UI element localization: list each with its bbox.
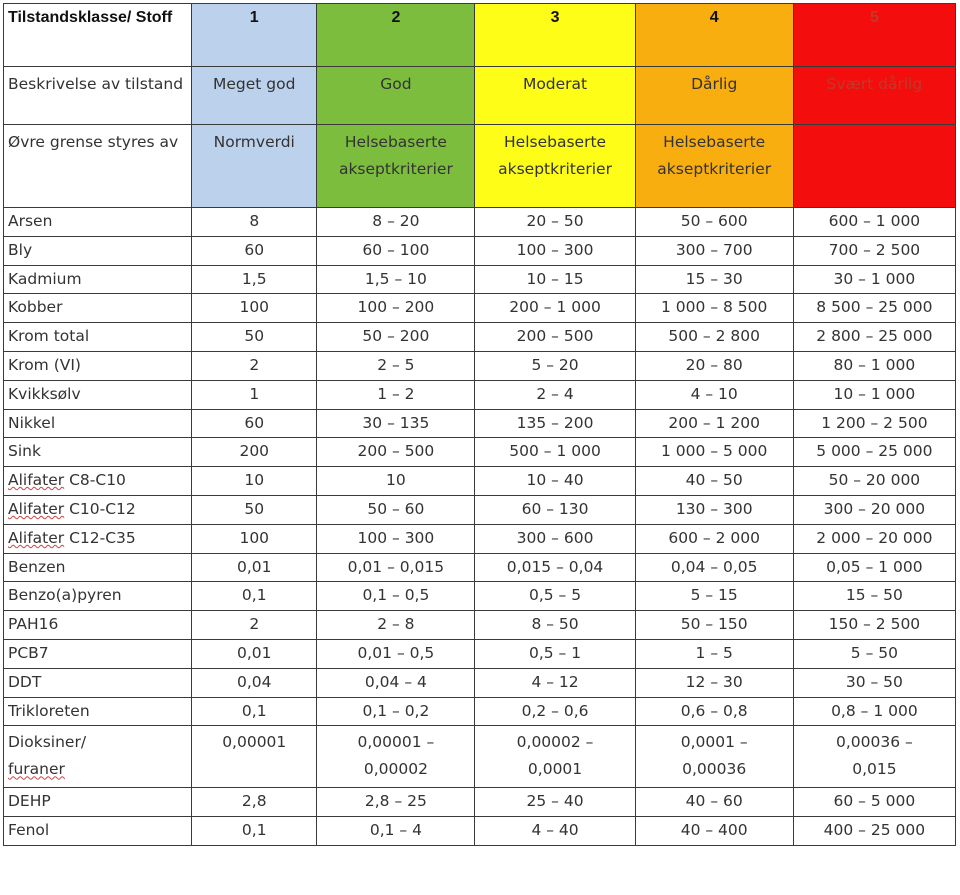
class-2-value: 0,04 – 4 [317,668,475,697]
substance-name-line2: furaner [8,760,65,779]
class-1-value: 8 [192,208,317,237]
class-1-value: 60 [192,236,317,265]
class-5-value: 2 000 – 20 000 [793,524,955,553]
class-4-value: 40 – 50 [635,467,793,496]
class-2-value: 0,01 – 0,5 [317,639,475,668]
table-row [4,495,956,524]
substance-name: Nikkel [4,409,192,438]
substance-name: Arsen [4,208,192,237]
class-1-value: 10 [192,467,317,496]
table-row [4,208,956,237]
class-2-value: 8 – 20 [317,208,475,237]
substance-name: Bly [4,236,192,265]
class-3-value [475,726,635,788]
class-1-value: 0,01 [192,639,317,668]
substance-name: Kadmium [4,265,192,294]
class-3-value: 500 – 1 000 [475,438,635,467]
class-4-value: 1 000 – 8 500 [635,294,793,323]
class-1-value: 1 [192,380,317,409]
description-class-5-text: Svært dårlig [826,75,923,93]
substance-name: Krom total [4,323,192,352]
class-3-value: 200 – 500 [475,323,635,352]
description-class-1: Meget god [192,67,317,125]
class-2-value: 0,1 – 0,5 [317,582,475,611]
class-5-value: 150 – 2 500 [793,611,955,640]
class-1-value: 0,1 [192,817,317,846]
class-3-header: 3 [475,4,635,67]
table-row [4,409,956,438]
limit-class-5 [793,125,955,208]
class-3-value: 300 – 600 [475,524,635,553]
table-row [4,668,956,697]
class-3-value: 0,015 – 0,04 [475,553,635,582]
class-1-value: 2 [192,611,317,640]
substance-name [4,467,192,496]
class-4-value: 500 – 2 800 [635,323,793,352]
description-row [4,67,956,125]
class-2-value: 2 – 5 [317,351,475,380]
substance-name: PCB7 [4,639,192,668]
value-line1: 0,0001 – [680,733,748,752]
substance-rows [4,208,956,846]
limit-class-3: Helsebaserte akseptkriterier [475,125,635,208]
class-1-value [192,726,317,788]
class-2-value: 1,5 – 10 [317,265,475,294]
table-row [4,323,956,352]
class-2-value [317,726,475,788]
class-5-value: 10 – 1 000 [793,380,955,409]
class-5-value: 0,05 – 1 000 [793,553,955,582]
class-header-row [4,4,956,67]
table-row [4,294,956,323]
class-5-value: 8 500 – 25 000 [793,294,955,323]
class-1-value: 60 [192,409,317,438]
substance-name-suffix: C10-C12 [64,499,136,518]
value-line2: 0,00002 [363,760,428,779]
description-class-3: Moderat [475,67,635,125]
class-2-value: 100 – 300 [317,524,475,553]
class-1-value: 0,1 [192,697,317,726]
substance-name: DEHP [4,788,192,817]
limit-row [4,125,956,208]
class-4-value: 0,6 – 0,8 [635,697,793,726]
class-4-value: 1 – 5 [635,639,793,668]
class-3-value: 10 – 15 [475,265,635,294]
class-1-value: 50 [192,323,317,352]
class-3-value: 20 – 50 [475,208,635,237]
corner-header: Tilstandsklasse/ Stoff [4,4,192,67]
class-3-value: 0,5 – 1 [475,639,635,668]
table-row [4,817,956,846]
class-4-value: 50 – 150 [635,611,793,640]
class-5-value: 60 – 5 000 [793,788,955,817]
substance-name: DDT [4,668,192,697]
class-2-value: 50 – 60 [317,495,475,524]
substance-name: Kvikksølv [4,380,192,409]
class-2-value: 1 – 2 [317,380,475,409]
class-2-value: 0,1 – 4 [317,817,475,846]
class-1-value: 2 [192,351,317,380]
class-4-value: 5 – 15 [635,582,793,611]
class-1-value: 0,1 [192,582,317,611]
class-4-value: 40 – 400 [635,817,793,846]
class-4-value: 20 – 80 [635,351,793,380]
class-1-value: 50 [192,495,317,524]
class-4-value: 600 – 2 000 [635,524,793,553]
value-line2: 0,0001 [527,760,583,779]
class-4-value: 4 – 10 [635,380,793,409]
class-2-header: 2 [317,4,475,67]
class-5-value: 400 – 25 000 [793,817,955,846]
table-row [4,697,956,726]
substance-name: PAH16 [4,611,192,640]
class-2-value: 2,8 – 25 [317,788,475,817]
class-5-value: 80 – 1 000 [793,351,955,380]
class-1-value: 0,04 [192,668,317,697]
table-row [4,236,956,265]
class-3-value: 135 – 200 [475,409,635,438]
substance-name-prefix: Alifater [8,499,65,518]
table-row [4,726,956,788]
tilstandsklasser-table [3,3,956,846]
class-5-value: 0,8 – 1 000 [793,697,955,726]
class-1-value: 100 [192,524,317,553]
substance-name [4,524,192,553]
class-5-value: 1 200 – 2 500 [793,409,955,438]
substance-name: Krom (VI) [4,351,192,380]
class-1-value: 0,01 [192,553,317,582]
class-5-value: 300 – 20 000 [793,495,955,524]
value-line1: 0,00002 – [516,733,594,752]
class-4-value: 300 – 700 [635,236,793,265]
limit-class-2: Helsebaserte akseptkriterier [317,125,475,208]
class-2-value: 2 – 8 [317,611,475,640]
class-1-value: 100 [192,294,317,323]
class-5-header [793,4,955,67]
class-4-value: 200 – 1 200 [635,409,793,438]
table-row [4,265,956,294]
class-1-header: 1 [192,4,317,67]
class-2-value: 60 – 100 [317,236,475,265]
class-2-value: 30 – 135 [317,409,475,438]
class-5-value: 5 – 50 [793,639,955,668]
class-3-value: 200 – 1 000 [475,294,635,323]
value-line1: 0,00001 [222,733,287,752]
substance-name-prefix: Alifater [8,471,65,490]
class-4-value: 130 – 300 [635,495,793,524]
substance-name: Sink [4,438,192,467]
limit-class-4: Helsebaserte akseptkriterier [635,125,793,208]
table-row [4,351,956,380]
class-4-value: 12 – 30 [635,668,793,697]
description-label: Beskrivelse av tilstand [4,67,192,125]
value-line2: 0,015 [852,760,897,779]
limit-class-1: Normverdi [192,125,317,208]
class-3-value: 60 – 130 [475,495,635,524]
table-row [4,438,956,467]
table-row [4,611,956,640]
class-4-value: 50 – 600 [635,208,793,237]
class-3-value: 10 – 40 [475,467,635,496]
substance-name: Kobber [4,294,192,323]
class-5-value: 50 – 20 000 [793,467,955,496]
class-5-value [793,726,955,788]
class-2-value: 10 [317,467,475,496]
class-5-value: 5 000 – 25 000 [793,438,955,467]
substance-name: Benzo(a)pyren [4,582,192,611]
class-2-value: 50 – 200 [317,323,475,352]
description-class-5 [793,67,955,125]
substance-name: Benzen [4,553,192,582]
class-4-value [635,726,793,788]
class-1-value: 2,8 [192,788,317,817]
table-row [4,380,956,409]
substance-name-line1: Dioksiner/ [8,733,87,752]
class-4-header: 4 [635,4,793,67]
substance-name-suffix: C8-C10 [64,471,126,490]
class-3-value: 100 – 300 [475,236,635,265]
class-2-value: 100 – 200 [317,294,475,323]
table-row [4,788,956,817]
table-row [4,553,956,582]
class-3-value: 4 – 12 [475,668,635,697]
class-3-value: 8 – 50 [475,611,635,640]
table-row [4,467,956,496]
class-4-value: 40 – 60 [635,788,793,817]
class-4-value: 15 – 30 [635,265,793,294]
class-5-value: 700 – 2 500 [793,236,955,265]
substance-name [4,726,192,788]
table-row [4,582,956,611]
description-class-4: Dårlig [635,67,793,125]
class-3-value: 0,2 – 0,6 [475,697,635,726]
substance-name-prefix: Alifater [8,528,65,547]
class-2-value: 0,1 – 0,2 [317,697,475,726]
class-3-value: 2 – 4 [475,380,635,409]
value-line1: 0,00001 – [357,733,435,752]
class-5-value: 15 – 50 [793,582,955,611]
value-line1: 0,00036 – [836,733,913,752]
class-2-value: 200 – 500 [317,438,475,467]
substance-name [4,495,192,524]
class-3-value: 0,5 – 5 [475,582,635,611]
limit-label: Øvre grense styres av [4,125,192,208]
class-5-value: 30 – 1 000 [793,265,955,294]
value-line2: 0,00036 [682,760,747,779]
class-3-value: 25 – 40 [475,788,635,817]
table-row [4,639,956,668]
substance-name: Fenol [4,817,192,846]
substance-name: Trikloreten [4,697,192,726]
class-1-value: 1,5 [192,265,317,294]
class-3-value: 4 – 40 [475,817,635,846]
description-class-2: God [317,67,475,125]
class-5-number: 5 [869,9,879,26]
class-5-value: 2 800 – 25 000 [793,323,955,352]
class-5-value: 30 – 50 [793,668,955,697]
class-5-value: 600 – 1 000 [793,208,955,237]
class-3-value: 5 – 20 [475,351,635,380]
class-1-value: 200 [192,438,317,467]
class-2-value: 0,01 – 0,015 [317,553,475,582]
class-4-value: 1 000 – 5 000 [635,438,793,467]
class-4-value: 0,04 – 0,05 [635,553,793,582]
table-row [4,524,956,553]
substance-name-suffix: C12-C35 [64,528,136,547]
